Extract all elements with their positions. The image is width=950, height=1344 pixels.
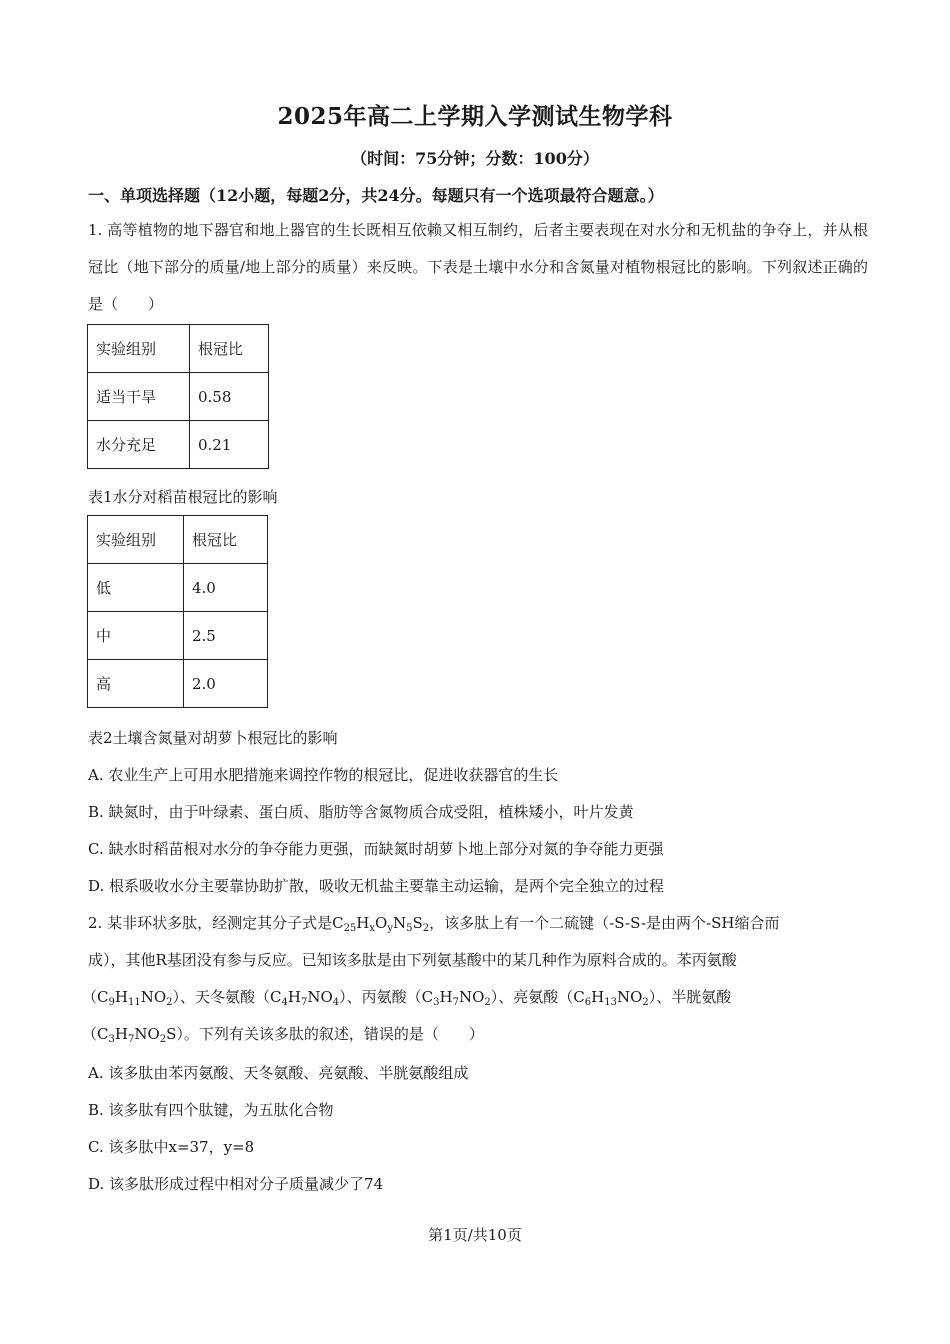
formula-subscript: 11 [127, 997, 141, 1008]
table-row [88, 564, 268, 612]
table-header-cell: 根冠比 [190, 325, 269, 373]
formula-text: NO [458, 988, 485, 1006]
formula-subscript: 9 [108, 997, 115, 1008]
table-cell: 适当干旱 [88, 373, 190, 421]
formula-subscript: 3 [108, 1034, 115, 1045]
table-cell: 中 [88, 612, 184, 660]
formula-text: （C [82, 1025, 109, 1043]
q2-option-b: B. 该多肽有四个肽键，为五肽化合物 [88, 1101, 334, 1119]
q2-option-d: D. 该多肽形成过程中相对分子质量减少了74 [88, 1175, 384, 1193]
formula-text: H [591, 988, 605, 1006]
formula-text: H [114, 1025, 128, 1043]
formula-subscript: 7 [127, 1034, 135, 1045]
table-1 [87, 324, 269, 469]
table-cell: 高 [88, 660, 184, 708]
table-header-cell: 根冠比 [184, 516, 268, 564]
formula-text: ）、亮氨酸（C [490, 988, 585, 1006]
page-footer: 第1页/共10页 [428, 1226, 522, 1244]
q1-option-d: D. 根系吸收水分主要靠协助扩散，吸收无机盐主要靠主动运输，是两个完全独立的过程 [88, 877, 665, 895]
q2-option-a: A. 该多肽由苯丙氨酸、天冬氨酸、亮氨酸、半胱氨酸组成 [88, 1064, 469, 1082]
q1-option-b: B. 缺氮时，由于叶绿素、蛋白质、脂肪等含氮物质合成受阻，植株矮小，叶片发黄 [88, 803, 634, 821]
table-cell: 2.0 [184, 660, 268, 708]
table-cell: 0.58 [190, 373, 269, 421]
formula-subscript: 4 [332, 997, 340, 1008]
table-1-caption: 表1水分对稻苗根冠比的影响 [88, 488, 278, 506]
table-cell: 水分充足 [88, 421, 190, 469]
formula-text: ）、半胱氨酸 [648, 988, 732, 1006]
table-row [88, 373, 269, 421]
formula-text: NO [307, 988, 333, 1006]
table-row [88, 516, 268, 564]
question-2-stem-line-4 [82, 1023, 484, 1044]
table-header-cell: 实验组别 [88, 516, 184, 564]
formula-text: S）。下列有关该多肽的叙述，错误的是（ ） [166, 1025, 484, 1043]
formula-text: NO [140, 988, 167, 1006]
section-heading: 一、单项选择题（12小题，每题2分，共24分。每题只有一个选项最符合题意。） [88, 186, 664, 205]
q2-option-c: C. 该多肽中x=37，y=8 [88, 1138, 255, 1156]
formula-text: （C [82, 988, 109, 1006]
table-2 [87, 515, 268, 708]
question-2-stem-line-3 [82, 986, 731, 1007]
table-cell: 2.5 [184, 612, 268, 660]
formula-subscript: 7 [300, 997, 308, 1008]
page-subtitle: （时间：75分钟；分数：100分） [351, 149, 599, 168]
formula-subscript: 4 [281, 997, 288, 1008]
table-row [88, 421, 269, 469]
formula-subscript: 13 [604, 997, 617, 1008]
question-1-stem: 1. 高等植物的地下器官和地上器官的生长既相互依赖又相互制约，后者主要表现在对水分和无机盐的争夺上，并从根冠比（地下部分的质量/地上部分的质量）来反映。下表是土壤中水分和含氮量对植物根冠比的影响。下列叙述正确的是（ ） [88, 221, 868, 313]
formula-subscript: 7 [452, 997, 459, 1008]
table-cell: 0.21 [190, 421, 269, 469]
question-2-stem-line-2: 成），其他R基团没有参与反应。已知该多肽是由下列氨基酸中的某几种作为原料合成的。苯丙氨酸 [88, 951, 737, 969]
formula-subscript: 6 [584, 997, 592, 1008]
formula-text: H [439, 988, 453, 1006]
table-row [88, 325, 269, 373]
formula-subscript: 2 [484, 997, 491, 1008]
formula-text: NO [134, 1025, 160, 1043]
table-row [88, 612, 268, 660]
table-cell: 低 [88, 564, 184, 612]
formula-subscript: 2 [159, 1034, 167, 1045]
formula-text: H [114, 988, 128, 1006]
page-title: 2025年高二上学期入学测试生物学科 [277, 103, 673, 130]
formula-subscript: 2 [166, 997, 173, 1008]
formula-text: NO [616, 988, 643, 1006]
formula-subscript: 2 [642, 997, 649, 1008]
formula-subscript: 3 [433, 997, 440, 1008]
q1-option-a: A. 农业生产上可用水肥措施来调控作物的根冠比，促进收获器官的生长 [88, 766, 559, 784]
table-header-cell: 实验组别 [88, 325, 190, 373]
table-cell: 4.0 [184, 564, 268, 612]
formula-text: H [287, 988, 301, 1006]
question-2-stem-line-1: 2. 某非环状多肽，经测定其分子式是$C_{25}H_xO_yN_5S_2$，该多肽上有一个二硫键（-S-S-是由两个-SH缩合而 [88, 914, 780, 934]
formula-text: ）、丙氨酸（C [339, 988, 434, 1006]
q1-option-c: C. 缺水时稻苗根对水分的争夺能力更强，而缺氮时胡萝卜地上部分对氮的争夺能力更强 [88, 840, 664, 858]
table-row [88, 660, 268, 708]
table-2-caption: 表2土壤含氮量对胡萝卜根冠比的影响 [88, 729, 338, 747]
formula-text: ）、天冬氨酸（C [172, 988, 282, 1006]
